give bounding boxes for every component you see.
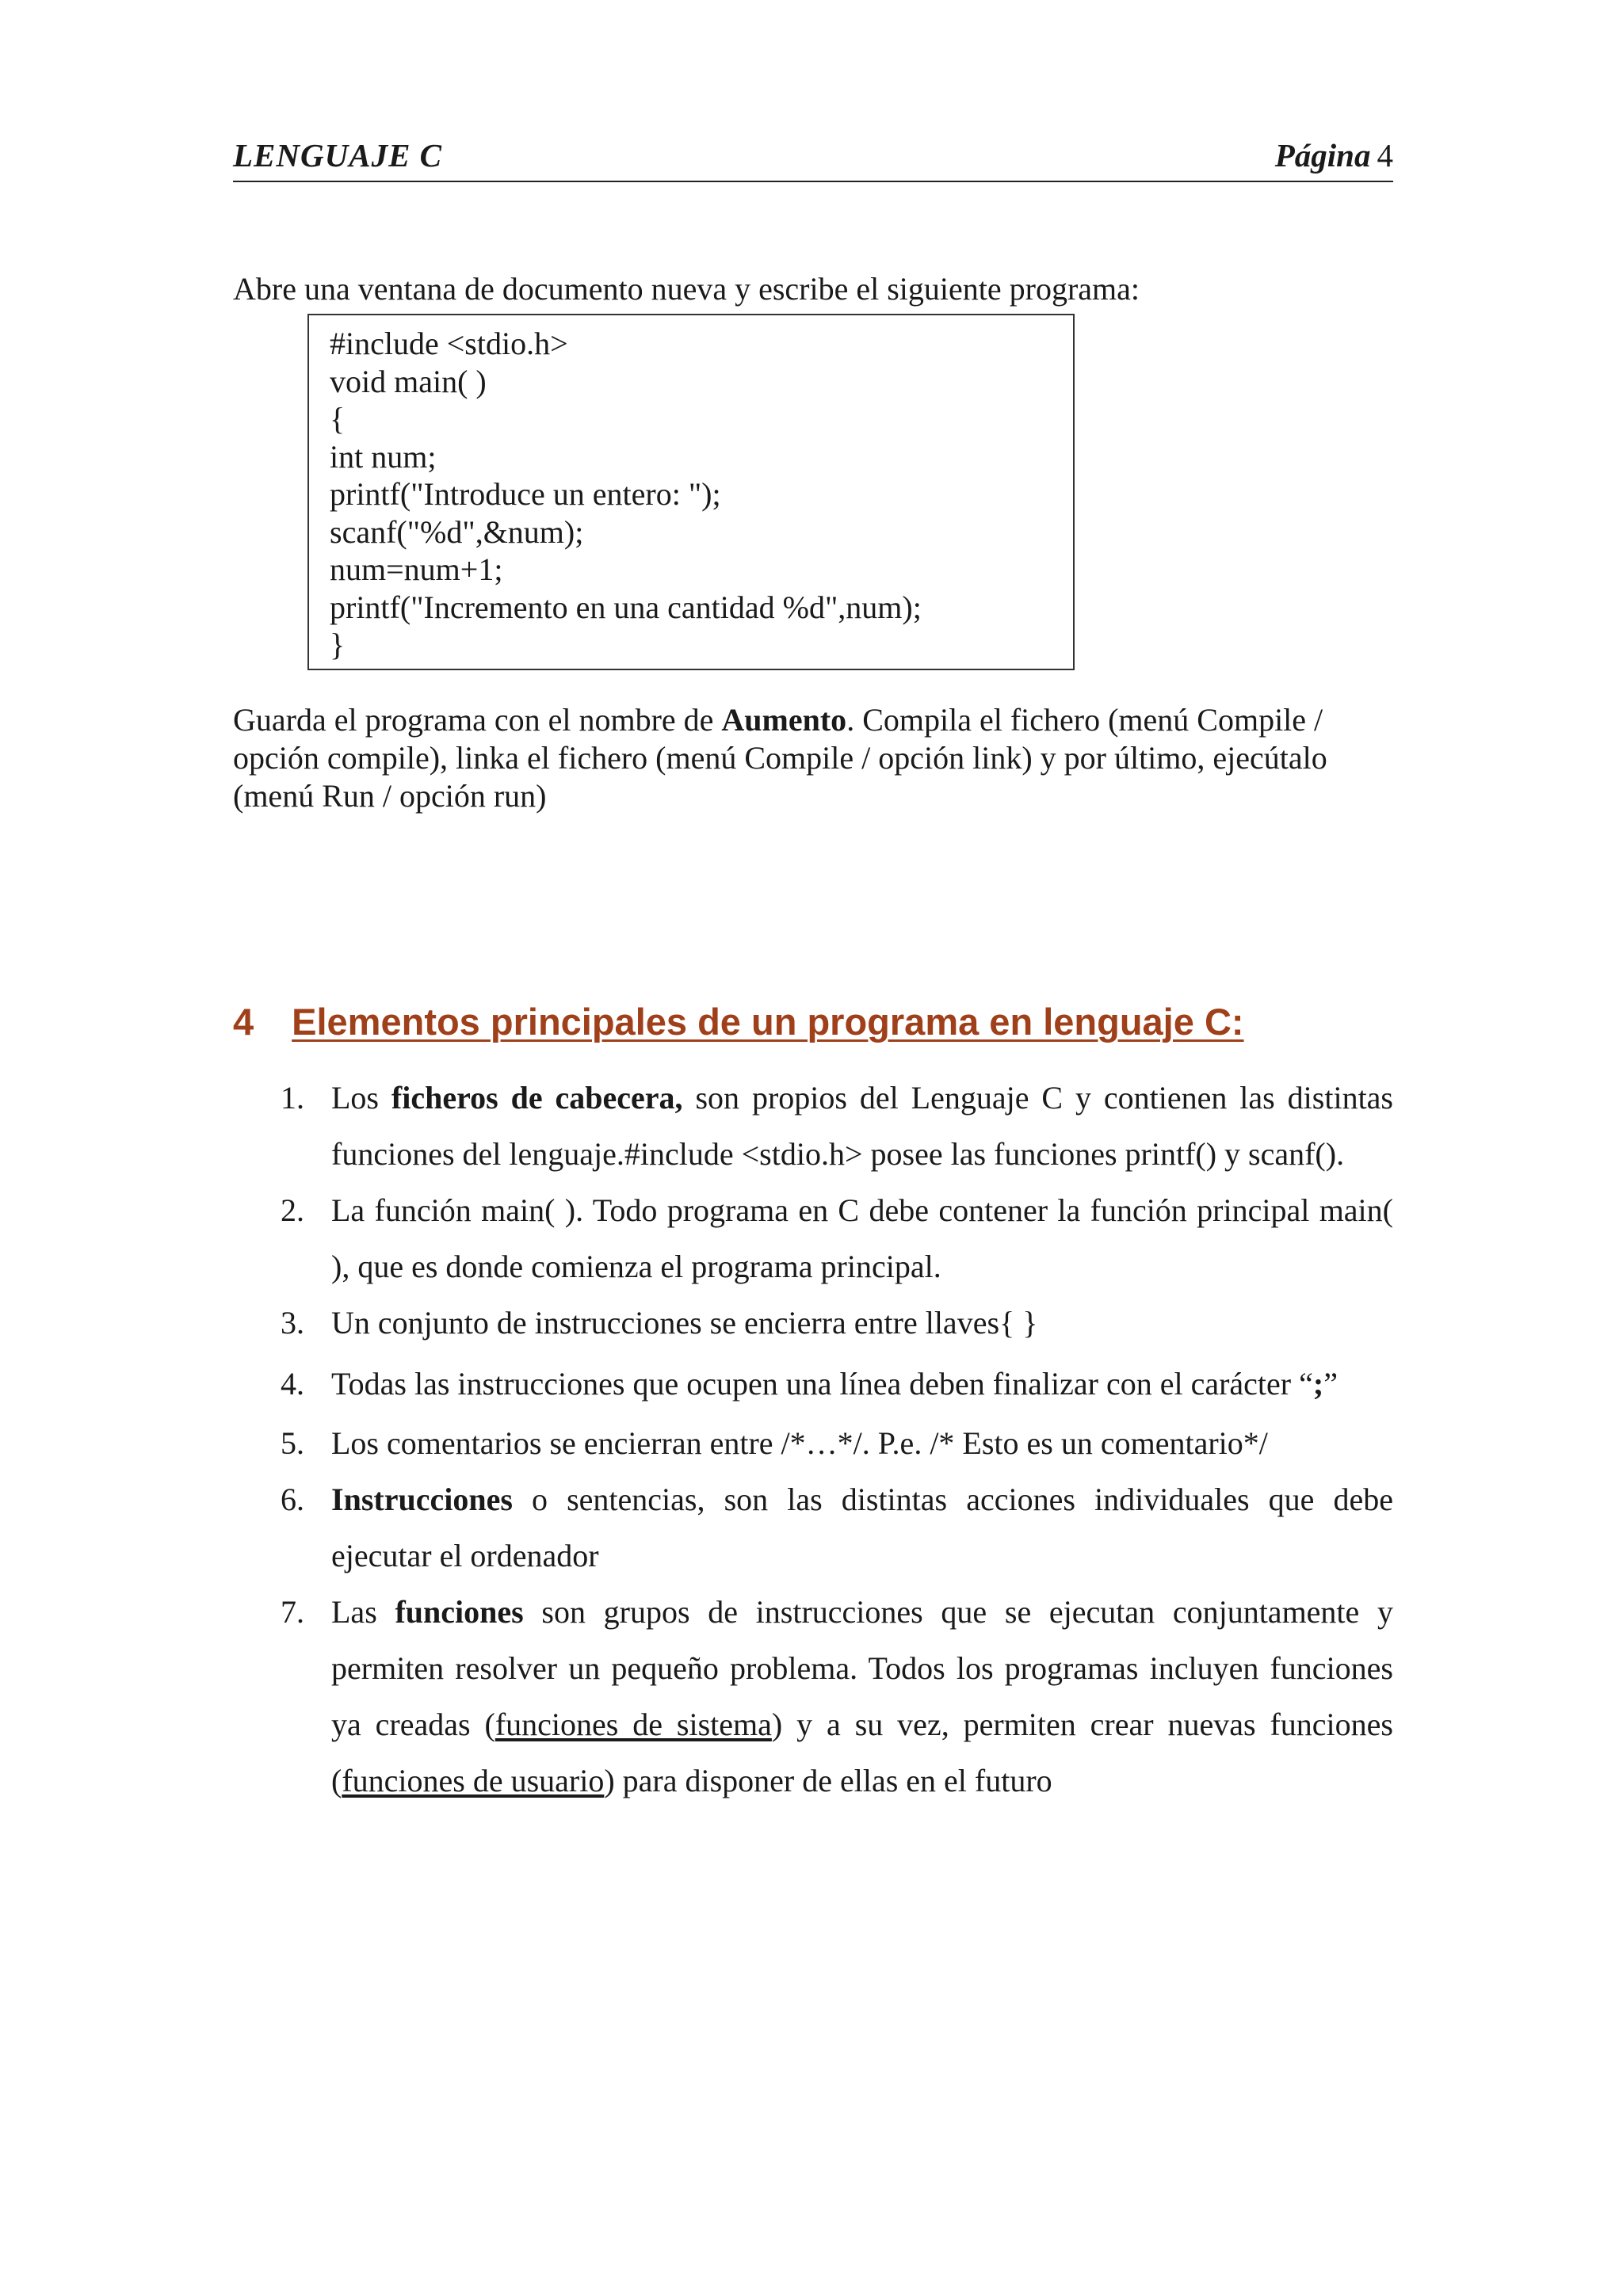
list-item [281, 1471, 1393, 1584]
save-instructions-paragraph [233, 701, 1393, 815]
list-item-number: 1. [281, 1080, 304, 1116]
save-text-after: . Compila el fichero (menú Compile / opción compile), linka el fichero (menú Compile / opción link) y por último, ejecútalo (menú Run / opción run) [233, 702, 1327, 814]
intro-paragraph: Abre una ventana de documento nueva y escribe el siguiente programa: [233, 271, 1140, 307]
list-item [281, 1584, 1393, 1809]
list-item-number: 7. [281, 1594, 304, 1630]
code-line: printf("Introduce un entero: "); [330, 476, 721, 512]
page-header [233, 136, 1393, 182]
header-title: LENGUAJE C [233, 137, 443, 174]
list-item-number: 2. [281, 1192, 304, 1228]
list-item-number: 6. [281, 1482, 304, 1517]
code-listing [307, 314, 1075, 670]
program-name: Aumento [721, 702, 847, 738]
header-page-number: 4 [1377, 137, 1393, 174]
list-item [281, 1295, 1393, 1351]
list-item [281, 1415, 1393, 1471]
code-line: void main( ) [330, 363, 487, 399]
list-item [281, 1356, 1393, 1412]
list-item-text: ) y a su vez, permiten crear nuevas funciones ( [331, 1707, 1393, 1798]
list-item-underlined-text: funciones de sistema [495, 1707, 772, 1742]
elements-list [281, 1070, 1393, 1809]
list-item-text: Los comentarios se encierran entre /*…*/. P.e. /* Esto es un comentario*/ [331, 1425, 1268, 1461]
code-line: { [330, 401, 346, 437]
list-item-text: Un conjunto de instrucciones se encierra entre llaves{ } [331, 1305, 1038, 1341]
code-line: int num; [330, 438, 437, 475]
list-item-text: ) para disponer de ellas en el futuro [604, 1763, 1052, 1798]
list-item-bold-text: Instrucciones [331, 1482, 513, 1517]
section-heading [233, 1000, 1244, 1043]
list-item-text: son grupos de instrucciones que se ejecutan conjuntamente y permiten resolver un pequeño problema. Todos los programas incluyen funciones ya creadas ( [331, 1594, 1393, 1742]
list-item-bold-text: ficheros de cabecera, [391, 1080, 683, 1116]
list-item-underlined-text: funciones de usuario [342, 1763, 605, 1798]
code-line: num=num+1; [330, 551, 503, 587]
list-item-text: La función main( ). Todo programa en C debe contener la función principal main( ), que es donde comienza el programa principal. [331, 1192, 1393, 1284]
header-page-label: Página [1274, 137, 1371, 174]
list-item-number: 5. [281, 1425, 304, 1461]
save-text-before: Guarda el programa con el nombre de [233, 702, 722, 738]
list-item-text: son propios del Lenguaje C y contienen las distintas funciones del lenguaje.#include <stdio.h> posee las funciones printf() y scanf(). [331, 1080, 1393, 1172]
code-line: printf("Incremento en una cantidad %d",num); [330, 589, 922, 625]
list-item-bold-text: ; [1312, 1366, 1324, 1402]
list-item-text: o sentencias, son las distintas acciones individuales que debe ejecutar el ordenador [331, 1482, 1393, 1573]
header-page-indicator [1275, 136, 1393, 174]
code-line: scanf("%d",&num); [330, 513, 584, 550]
list-item-number: 3. [281, 1305, 304, 1341]
section-number: 4 [233, 1001, 254, 1043]
list-item-bold-text: funciones [395, 1594, 524, 1630]
list-item-text: Los [331, 1080, 391, 1116]
list-item [281, 1070, 1393, 1182]
list-item [281, 1182, 1393, 1295]
list-item-text: Todas las instrucciones que ocupen una línea deben finalizar con el carácter “ [331, 1366, 1313, 1402]
list-item-text: Las [331, 1594, 395, 1630]
code-line: } [330, 627, 346, 662]
section-title: Elementos principales de un programa en lenguaje C: [292, 1001, 1244, 1043]
list-item-text: ” [1323, 1366, 1338, 1402]
code-line: #include <stdio.h> [330, 326, 568, 361]
list-item-number: 4. [281, 1366, 304, 1402]
